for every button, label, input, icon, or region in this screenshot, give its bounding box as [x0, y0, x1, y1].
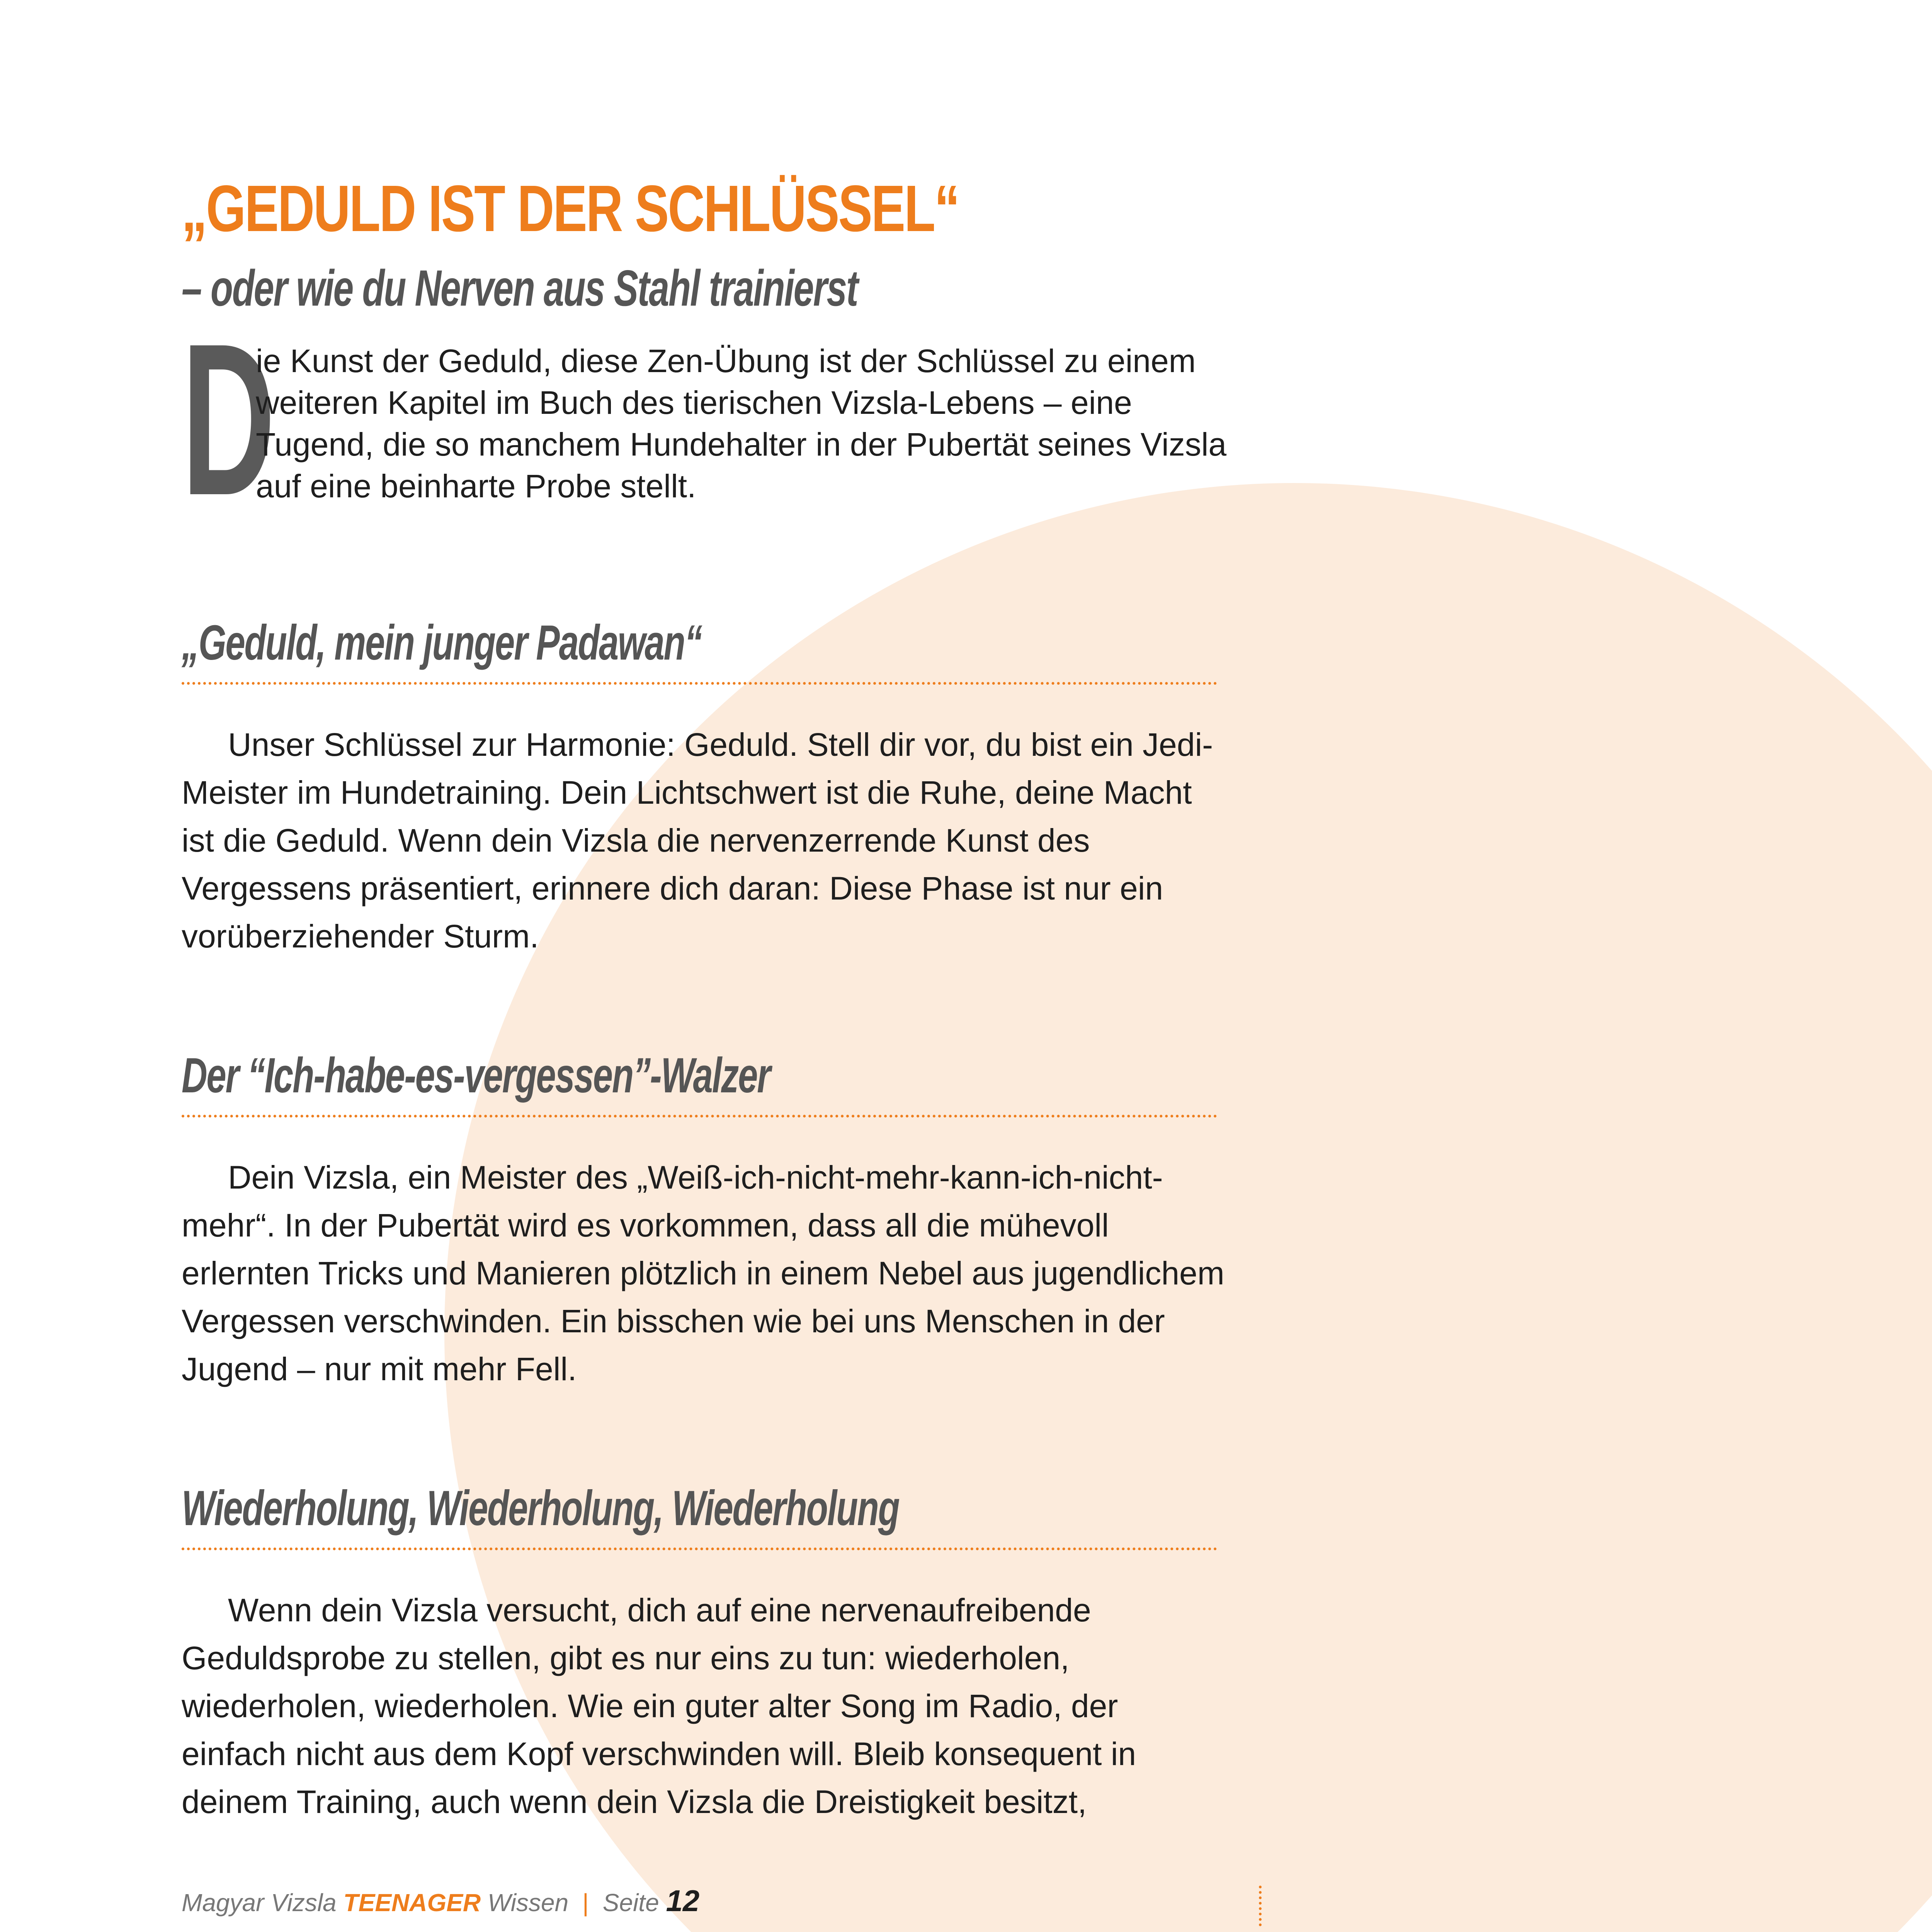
section-heading-padawan: „Geduld, mein junger Padawan“: [182, 615, 702, 670]
page-title: „GEDULD IST DER SCHLÜSSEL“: [182, 172, 959, 245]
footer-page-label: Seite: [602, 1889, 666, 1917]
section-heading-wiederholung: Wiederholung, Wiederholung, Wiederholung: [182, 1481, 899, 1536]
footer-dotted-mark: [1259, 1886, 1262, 1926]
footer-book-highlight: TEENAGER: [343, 1889, 481, 1917]
page-footer: [182, 1886, 699, 1916]
footer-book-prefix: Magyar Vizsla: [182, 1889, 344, 1917]
intro-paragraph: ie Kunst der Geduld, diese Zen-Übung ist der Schlüssel zu einem weiteren Kapitel im Buch des tierischen Vizsla-Lebens – eine Tugend, die so manchem Hundehalter in der Pubertät seines Vizsla auf eine beinharte Probe stellt.: [256, 343, 1227, 504]
page-number: 12: [666, 1884, 700, 1918]
footer-book-suffix: Wissen: [481, 1889, 569, 1917]
section-divider: [182, 682, 1217, 685]
section-body-walzer: Dein Vizsla, ein Meister des „Weiß-ich-nicht-mehr-kann-ich-nicht-mehr“. In der Pubertät wird es vorkommen, dass all die mühevoll erlernten Tricks und Manieren plötzlich in einem Nebel aus jugendlichem Vergessen verschwinden. Ein bisschen wie bei uns Menschen in der Jugend – nur mit mehr Fell.: [182, 1159, 1225, 1387]
section-divider: [182, 1115, 1217, 1117]
footer-separator: |: [582, 1889, 589, 1917]
section-heading-walzer: Der “Ich-habe-es-vergessen”-Walzer: [182, 1048, 770, 1103]
section-body-wiederholung: Wenn dein Vizsla versucht, dich auf eine nervenaufreibende Geduldsprobe zu stellen, gibt es nur eins zu tun: wiederholen, wiederholen, wiederholen. Wie ein guter alter Song im Radio, der einfach nicht aus dem Kopf verschwinden will. Bleib konsequent in deinem Training, auch wenn dein Vizsla die Dreistigkeit besitzt,: [182, 1592, 1136, 1820]
section-body-padawan: Unser Schlüssel zur Harmonie: Geduld. Stell dir vor, du bist ein Jedi-Meister im Hundetraining. Dein Lichtschwert ist die Ruhe, deine Macht ist die Geduld. Wenn dein Vizsla die nervenzerrende Kunst des Vergessens präsentiert, erinnere dich daran: Diese Phase ist nur ein vorüberziehender Sturm.: [182, 726, 1213, 954]
drop-cap: D: [182, 298, 276, 540]
section-divider: [182, 1548, 1217, 1550]
page-subtitle: – oder wie du Nerven aus Stahl trainierst: [182, 260, 858, 316]
